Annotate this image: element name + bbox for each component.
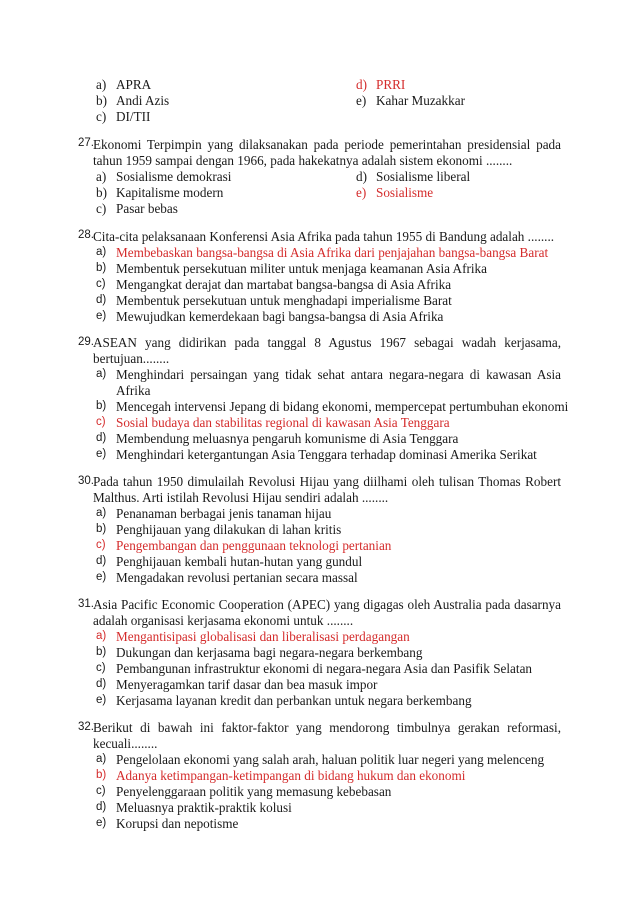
- option-label: c): [96, 109, 107, 124]
- option-text: Korupsi dan nepotisme: [116, 816, 239, 831]
- option-label: e): [96, 694, 107, 706]
- option-label: a): [96, 368, 107, 380]
- option-text: Meluasnya praktik-praktik kolusi: [116, 800, 292, 815]
- option-label: d): [96, 801, 107, 813]
- option-label: b): [96, 646, 107, 658]
- question-text: adalah organisasi kerjasama ekonomi untuk ........: [93, 613, 354, 628]
- option-label-answer: a): [96, 630, 107, 642]
- option-label: b): [96, 523, 107, 535]
- question-text: tahun 1959 sampai dengan 1966, pada hakekatnya adalah sistem ekonomi ........: [93, 153, 513, 168]
- option-text: Menyeragamkan tarif dasar dan bea masuk impor: [116, 677, 378, 692]
- option-text: Menghindari persaingan yang tidak sehat antara negara-negara di kawasan Asia: [116, 367, 561, 382]
- option-text: Pembangunan infrastruktur ekonomi di negara-negara Asia dan Pasifik Selatan: [116, 661, 533, 676]
- option-text: Penghijauan yang dilakukan di lahan kritis: [116, 522, 342, 537]
- option-text: Penyelenggaraan politik yang memasung kebebasan: [116, 784, 392, 799]
- option-text: Kerjasama layanan kredit dan perbankan untuk negara berkembang: [116, 693, 472, 708]
- option-text: Membentuk persekutuan militer untuk menjaga keamanan Asia Afrika: [116, 261, 487, 276]
- option-label: a): [96, 507, 107, 519]
- option-label: d): [96, 555, 107, 567]
- option-text: Penghijauan kembali hutan-hutan yang gundul: [116, 554, 363, 569]
- question-text: Asia Pacific Economic Cooperation (APEC) yang digagas oleh Australia pada dasarnya: [93, 597, 561, 612]
- question-number: 32.: [78, 721, 94, 733]
- option-label-answer: c): [96, 416, 106, 428]
- option-text: Sosialisme liberal: [376, 169, 471, 184]
- option-label: e): [96, 817, 107, 829]
- option-label-answer: c): [96, 539, 106, 551]
- option-label: a): [96, 753, 107, 765]
- option-text-continued: Afrika: [116, 383, 151, 398]
- option-text: Penanaman berbagai jenis tanaman hijau: [116, 506, 332, 521]
- option-text: Kahar Muzakkar: [376, 93, 465, 108]
- question-text: Ekonomi Terpimpin yang dilaksanakan pada periode pemerintahan presidensial pada: [93, 137, 561, 152]
- question-text: bertujuan........: [93, 351, 170, 366]
- option-text-answer: PRRI: [376, 77, 406, 92]
- option-label-answer: d): [356, 77, 367, 92]
- question-text: Malthus. Arti istilah Revolusi Hijau sendiri adalah ........: [93, 490, 389, 505]
- question-number: 30.: [78, 475, 94, 487]
- question-number: 28.: [78, 229, 94, 241]
- option-text: Andi Azis: [116, 93, 170, 108]
- option-label: a): [96, 246, 107, 258]
- option-text: Mengadakan revolusi pertanian secara massal: [116, 570, 358, 585]
- option-text: Membendung meluasnya pengaruh komunisme di Asia Tenggara: [116, 431, 459, 446]
- question-number: 29.: [78, 336, 94, 348]
- option-label: a): [96, 169, 107, 184]
- question-text: Cita-cita pelaksanaan Konferensi Asia Afrika pada tahun 1955 di Bandung adalah ........: [93, 229, 555, 244]
- option-label: c): [96, 785, 106, 797]
- option-text-answer: Sosial budaya dan stabilitas regional di kawasan Asia Tenggara: [116, 415, 450, 430]
- option-label: b): [96, 185, 107, 200]
- option-text: DI/TII: [116, 109, 151, 124]
- option-text: Mencegah intervensi Jepang di bidang ekonomi, mempercepat pertumbuhan ekonomi: [116, 399, 569, 414]
- option-text: Menghindari ketergantungan Asia Tenggara terhadap dominasi Amerika Serikat: [116, 447, 537, 462]
- question-number: 27.: [78, 137, 94, 149]
- option-label: d): [96, 432, 107, 444]
- option-text-answer: Mengantisipasi globalisasi dan liberalisasi perdagangan: [116, 629, 410, 644]
- option-label: b): [96, 400, 107, 412]
- option-label: e): [356, 93, 367, 108]
- option-label-answer: e): [356, 185, 367, 200]
- option-label: d): [96, 294, 107, 306]
- question-text: kecuali........: [93, 736, 158, 751]
- question-text: Berikut di bawah ini faktor-faktor yang mendorong timbulnya gerakan reformasi,: [93, 720, 561, 735]
- option-text: Mengangkat derajat dan martabat bangsa-bangsa di Asia Afrika: [116, 277, 452, 292]
- option-label: e): [96, 571, 107, 583]
- option-text-answer: Sosialisme: [376, 185, 434, 200]
- option-text: APRA: [116, 77, 152, 92]
- option-label-answer: b): [96, 769, 107, 781]
- option-text-answer: Adanya ketimpangan-ketimpangan di bidang hukum dan ekonomi: [116, 768, 466, 783]
- option-text: Pengelolaan ekonomi yang salah arah, haluan politik luar negeri yang melenceng: [116, 752, 545, 767]
- option-label: c): [96, 201, 107, 216]
- option-label: c): [96, 278, 106, 290]
- question-text: Pada tahun 1950 dimulailah Revolusi Hijau yang diilhami oleh tulisan Thomas Robert: [93, 474, 561, 489]
- question-number: 31.: [78, 598, 94, 610]
- option-label: d): [96, 678, 107, 690]
- option-label: e): [96, 310, 107, 322]
- option-text: Kapitalisme modern: [116, 185, 224, 200]
- option-text: Dukungan dan kerjasama bagi negara-negara berkembang: [116, 645, 423, 660]
- option-label: b): [96, 262, 107, 274]
- option-text-answer: Membebaskan bangsa-bangsa di Asia Afrika dari penjajahan bangsa-bangsa Barat: [116, 245, 549, 260]
- option-label: e): [96, 448, 107, 460]
- option-text-answer: Pengembangan dan penggunaan teknologi pertanian: [116, 538, 392, 553]
- option-text: Pasar bebas: [116, 201, 178, 216]
- question-text: ASEAN yang didirikan pada tanggal 8 Agustus 1967 sebagai wadah kerjasama,: [93, 335, 561, 350]
- option-label: d): [356, 169, 367, 184]
- option-text: Sosialisme demokrasi: [116, 169, 232, 184]
- option-label: a): [96, 77, 107, 92]
- option-label: b): [96, 93, 107, 108]
- option-text: Mewujudkan kemerdekaan bagi bangsa-bangsa di Asia Afrika: [116, 309, 444, 324]
- option-label: c): [96, 662, 106, 674]
- option-text: Membentuk persekutuan untuk menghadapi imperialisme Barat: [116, 293, 452, 308]
